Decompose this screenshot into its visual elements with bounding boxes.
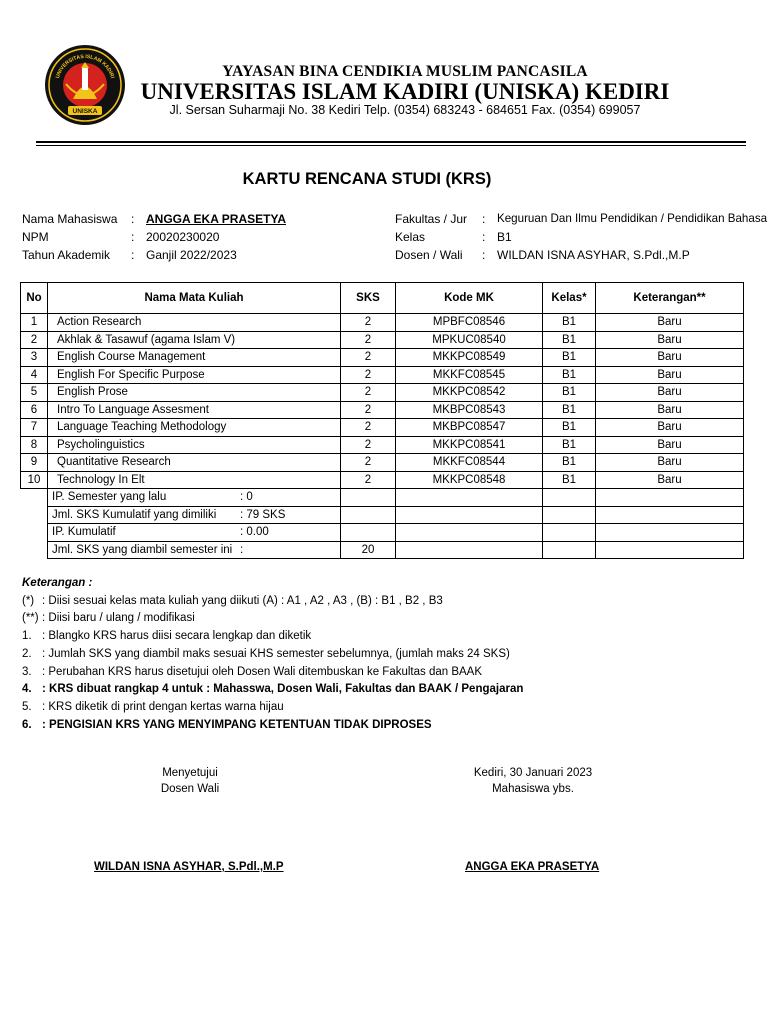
- advisor-signature-name: WILDAN ISNA ASYHAR, S.Pdl.,M.P: [94, 861, 284, 873]
- summary-sks: [341, 489, 396, 507]
- class-label: Kelas: [395, 230, 426, 244]
- row-note: Baru: [596, 471, 744, 489]
- row-note: Baru: [596, 366, 744, 384]
- row-course-code: MKKPC08542: [396, 384, 543, 402]
- row-note: Baru: [596, 349, 744, 367]
- notes-heading: Keterangan :: [22, 577, 93, 589]
- summary-row: [21, 524, 744, 542]
- note-number: 3.: [22, 665, 32, 678]
- row-sks: 2: [341, 454, 396, 472]
- npm-label: NPM: [22, 230, 49, 244]
- row-course-code: MKKFC08545: [396, 366, 543, 384]
- row-course-code: MKKPC08541: [396, 436, 543, 454]
- faculty-label: Fakultas / Jur: [395, 212, 468, 226]
- name-label: Nama Mahasiswa: [22, 212, 118, 226]
- row-note: Baru: [596, 384, 744, 402]
- note-text: : KRS diketik di print dengan kertas warna hijau: [42, 700, 284, 713]
- advisor-colon: :: [482, 248, 486, 262]
- row-class: B1: [543, 436, 596, 454]
- summary-empty-cell: [543, 506, 596, 524]
- row-sks: 2: [341, 331, 396, 349]
- summary-label-cell: [48, 524, 341, 542]
- note-number: 6.: [22, 718, 32, 731]
- row-sks: 2: [341, 436, 396, 454]
- row-no: 6: [21, 401, 48, 419]
- approval-label: Menyetujui: [162, 767, 218, 779]
- header-class: Kelas*: [543, 283, 596, 314]
- row-note: Baru: [596, 436, 744, 454]
- summary-label-cell: [48, 506, 341, 524]
- row-no: 3: [21, 349, 48, 367]
- row-course-code: MPBFC08546: [396, 314, 543, 332]
- note-item: [22, 610, 523, 628]
- row-no: 1: [21, 314, 48, 332]
- row-course-name: Language Teaching Methodology: [48, 419, 341, 437]
- faculty-value: Keguruan Dan Ilmu Pendidikan / Pendidikan Bahasa: [497, 212, 768, 225]
- summary-sks: [341, 506, 396, 524]
- summary-sks: 20: [341, 541, 396, 559]
- summary-empty-cell: [396, 524, 543, 542]
- row-no: 5: [21, 384, 48, 402]
- summary-value: : 0.00: [240, 526, 269, 538]
- note-item: [22, 664, 523, 682]
- note-text: : Blangko KRS harus diisi secara lengkap dan diketik: [42, 630, 312, 643]
- row-course-name: English For Specific Purpose: [48, 366, 341, 384]
- row-class: B1: [543, 471, 596, 489]
- table-row: [21, 454, 744, 472]
- row-course-name: Psycholinguistics: [48, 436, 341, 454]
- summary-row: [21, 541, 744, 559]
- row-sks: 2: [341, 401, 396, 419]
- row-sks: 2: [341, 349, 396, 367]
- year-colon: :: [131, 248, 135, 262]
- table-row: [21, 331, 744, 349]
- header-note: Keterangan**: [596, 283, 744, 314]
- row-note: Baru: [596, 331, 744, 349]
- row-course-code: MKKPC08549: [396, 349, 543, 367]
- university-logo: [44, 44, 126, 126]
- row-course-code: MKKPC08548: [396, 471, 543, 489]
- row-class: B1: [543, 401, 596, 419]
- summary-empty-cell: [396, 506, 543, 524]
- row-course-name: Akhlak & Tasawuf (agama Islam V): [48, 331, 341, 349]
- row-class: B1: [543, 454, 596, 472]
- summary-empty-cell: [396, 489, 543, 507]
- note-item: [22, 699, 523, 717]
- row-course-name: Action Research: [48, 314, 341, 332]
- note-number: 1.: [22, 630, 32, 643]
- summary-spacer: [21, 489, 48, 507]
- note-text: : KRS dibuat rangkap 4 untuk : Mahasswa, Dosen Wali, Fakultas dan BAAK / Pengajaran: [42, 683, 524, 696]
- row-no: 4: [21, 366, 48, 384]
- summary-empty-cell: [596, 541, 744, 559]
- row-course-name: Intro To Language Assesment: [48, 401, 341, 419]
- summary-label-cell: [48, 541, 341, 559]
- university-address: Jl. Sersan Suharmaji No. 38 Kediri Telp. (0354) 683243 - 684651 Fax. (0354) 699057: [169, 103, 641, 117]
- row-sks: 2: [341, 384, 396, 402]
- row-sks: 2: [341, 314, 396, 332]
- table-row: [21, 314, 744, 332]
- summary-empty-cell: [543, 489, 596, 507]
- class-value: B1: [497, 230, 512, 244]
- note-item: [22, 681, 523, 699]
- table-row: [21, 419, 744, 437]
- summary-empty-cell: [396, 541, 543, 559]
- table-row: [21, 436, 744, 454]
- row-course-name: Technology In Elt: [48, 471, 341, 489]
- note-item: [22, 646, 523, 664]
- note-item: [22, 717, 523, 735]
- summary-empty-cell: [543, 541, 596, 559]
- letterhead-rule-thick: [36, 141, 746, 143]
- note-text: : Jumlah SKS yang diambil maks sesuai KHS semester sebelumnya, (jumlah maks 24 SKS): [42, 647, 510, 660]
- year-label: Tahun Akademik: [22, 248, 111, 262]
- note-number: 4.: [22, 683, 32, 696]
- row-class: B1: [543, 314, 596, 332]
- summary-label: Jml. SKS yang diambil semester ini: [52, 543, 233, 556]
- row-course-code: MKBPC08543: [396, 401, 543, 419]
- letterhead-rule-thin: [36, 145, 746, 146]
- foundation-name: YAYASAN BINA CENDIKIA MUSLIM PANCASILA: [222, 63, 588, 80]
- table-row: [21, 384, 744, 402]
- summary-sks: [341, 524, 396, 542]
- approval-block: [120, 765, 260, 797]
- summary-label: IP. Semester yang lalu: [52, 491, 167, 504]
- note-text: : Perubahan KRS harus disetujui oleh Dosen Wali ditembuskan ke Fakultas dan BAAK: [42, 665, 483, 678]
- page-title: KARTU RENCANA STUDI (KRS): [242, 170, 492, 188]
- row-no: 9: [21, 454, 48, 472]
- note-number: 2.: [22, 647, 32, 660]
- table-row: [21, 471, 744, 489]
- summary-label-cell: [48, 489, 341, 507]
- logo-uniska-text: UNISKA: [72, 108, 98, 115]
- row-note: Baru: [596, 401, 744, 419]
- row-course-code: MPKUC08540: [396, 331, 543, 349]
- summary-empty-cell: [596, 489, 744, 507]
- summary-value: :: [240, 543, 244, 556]
- summary-value: : 0: [240, 491, 253, 503]
- faculty-colon: :: [482, 212, 486, 226]
- summary-empty-cell: [596, 524, 744, 542]
- row-no: 10: [21, 471, 48, 489]
- header-no: No: [21, 283, 48, 314]
- row-note: Baru: [596, 314, 744, 332]
- table-header-row: [21, 283, 744, 314]
- row-class: B1: [543, 419, 596, 437]
- student-signature-name: ANGGA EKA PRASETYA: [465, 861, 600, 873]
- npm-colon: :: [131, 230, 135, 244]
- row-no: 2: [21, 331, 48, 349]
- row-course-code: MKBPC08547: [396, 419, 543, 437]
- academic-year: Ganjil 2022/2023: [146, 248, 237, 262]
- row-course-name: English Prose: [48, 384, 341, 402]
- row-note: Baru: [596, 419, 744, 437]
- student-role-label: Mahasiswa ybs.: [492, 783, 574, 795]
- row-course-name: English Course Management: [48, 349, 341, 367]
- advisor-label: Dosen / Wali: [395, 248, 463, 262]
- summary-row: [21, 506, 744, 524]
- summary-empty-cell: [596, 506, 744, 524]
- note-number: (*): [22, 594, 35, 607]
- logo-ring-text: UNIVERSITAS ISLAM KADIRI: [54, 53, 116, 80]
- row-class: B1: [543, 349, 596, 367]
- row-class: B1: [543, 384, 596, 402]
- name-colon: :: [131, 212, 135, 226]
- summary-spacer: [21, 506, 48, 524]
- summary-spacer: [21, 541, 48, 559]
- row-sks: 2: [341, 419, 396, 437]
- note-item: [22, 628, 523, 646]
- summary-row: [21, 489, 744, 507]
- student-name: ANGGA EKA PRASETYA: [146, 212, 287, 226]
- header-course-name: Nama Mata Kuliah: [48, 283, 341, 314]
- sign-date: Kediri, 30 Januari 2023: [473, 767, 593, 779]
- header-course-code: Kode MK: [396, 283, 543, 314]
- table-row: [21, 366, 744, 384]
- note-number: 5.: [22, 700, 32, 713]
- summary-value: : 79 SKS: [240, 508, 286, 521]
- table-row: [21, 349, 744, 367]
- student-npm: 20020230020: [146, 230, 220, 244]
- row-note: Baru: [596, 454, 744, 472]
- header-sks: SKS: [341, 283, 396, 314]
- row-no: 7: [21, 419, 48, 437]
- row-sks: 2: [341, 366, 396, 384]
- row-class: B1: [543, 331, 596, 349]
- advisor-value: WILDAN ISNA ASYHAR, S.Pdl.,M.P: [497, 248, 690, 262]
- summary-label: Jml. SKS Kumulatif yang dimiliki: [52, 508, 217, 521]
- note-number: (**): [22, 612, 39, 625]
- notes-section: [22, 575, 523, 734]
- row-sks: 2: [341, 471, 396, 489]
- note-text: : Diisi sesuai kelas mata kuliah yang diikuti (A) : A1 , A2 , A3 , (B) : B1 , B2 , B3: [42, 594, 443, 607]
- row-no: 8: [21, 436, 48, 454]
- student-sign-block: [443, 765, 623, 797]
- row-course-name: Quantitative Research: [48, 454, 341, 472]
- class-colon: :: [482, 230, 486, 244]
- note-item: [22, 593, 523, 611]
- summary-empty-cell: [543, 524, 596, 542]
- row-class: B1: [543, 366, 596, 384]
- row-course-code: MKKFC08544: [396, 454, 543, 472]
- summary-spacer: [21, 524, 48, 542]
- advisor-role-label: Dosen Wali: [160, 783, 220, 795]
- university-name: UNIVERSITAS ISLAM KADIRI (UNISKA) KEDIRI: [140, 79, 670, 104]
- course-table: [20, 282, 744, 559]
- table-row: [21, 401, 744, 419]
- summary-label: IP. Kumulatif: [52, 526, 116, 539]
- note-text: : PENGISIAN KRS YANG MENYIMPANG KETENTUAN TIDAK DIPROSES: [42, 718, 432, 731]
- note-text: : Diisi baru / ulang / modifikasi: [42, 612, 195, 625]
